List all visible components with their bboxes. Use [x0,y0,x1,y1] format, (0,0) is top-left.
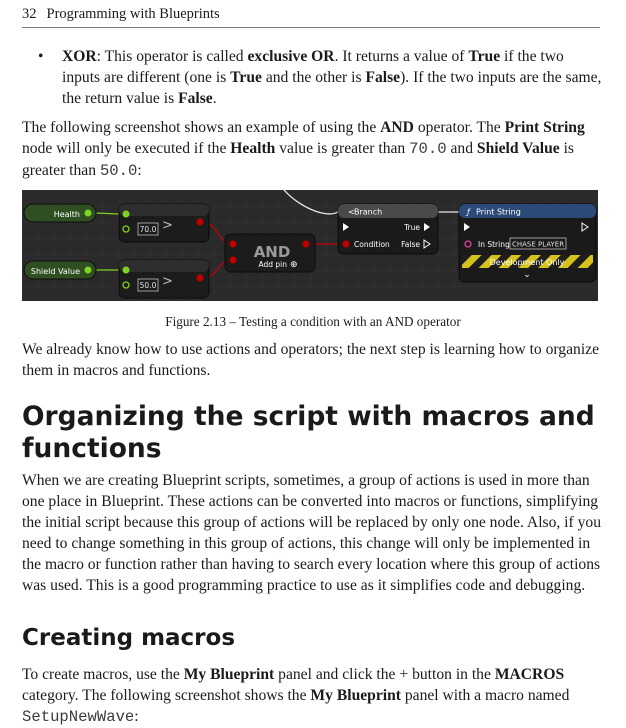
bold-term: Print String [504,119,585,136]
greater-node-shield[interactable] [119,260,209,298]
threshold-value: 70.0 [139,225,157,234]
text: : [137,162,142,179]
greater-node-health[interactable] [119,204,209,242]
paragraph-and-example [22,117,602,182]
text: The following screenshot shows an example of using the [22,119,381,136]
branch-icon: < [348,207,355,217]
text: ). If the two inputs are the same, the return value is [62,69,602,107]
bool-pin[interactable] [343,241,350,248]
branch-true-label: True [404,223,420,232]
bold-term: Shield Value [476,140,560,157]
bold-term: False [365,69,401,86]
figure-caption: Figure 2.13 – Testing a condition with an AND operator [165,314,461,329]
add-pin-icon[interactable]: ⊕ [290,260,298,270]
in-string-value: CHASE PLAYER [511,240,565,249]
chevron-down-icon[interactable]: ⌄ [523,270,531,280]
branch-title: Branch [354,207,383,217]
print-string-title: Print String [476,207,521,217]
text: category. The following screenshot shows the [22,687,311,704]
blueprint-graph [22,190,598,301]
branch-condition-label: Condition [354,240,390,249]
text: and the other is [261,69,366,86]
bullet-marker: • [38,48,44,65]
text: : This operator is called [96,48,248,65]
and-title: AND [253,243,291,261]
bold-term: MACROS [494,666,565,683]
health-label: Health [53,210,80,219]
bold-term: True [230,69,262,86]
text: value is greater than [275,140,410,157]
development-only-label: Development Only [489,258,565,267]
branch-node[interactable] [338,204,438,254]
float-pin[interactable] [123,267,130,274]
health-variable-node[interactable] [24,204,96,222]
bool-pin[interactable] [197,275,204,282]
bold-term: False [178,90,213,107]
paragraph-create-macros [22,664,602,728]
bool-pin[interactable] [230,257,237,264]
text: : [134,708,139,725]
text: operator. The [413,119,505,136]
paragraph-macros-functions: When we are creating Blueprint scripts, sometimes, a group of actions is used in more than one place in Blueprint. These actions can be converted into macros or functions, simplifying the initial script because this group of actions will be replaced by only one node. Also, if you need to change something in this group of actions, this change will only be implemented in the macro or function rather than having to search every location where this group of actions was used. This is a good programming practice to use as it simplifies code and debugging. [22,472,602,594]
text: node will only be executed if the [22,140,231,157]
bold-term: My Blueprint [183,666,275,683]
bold-term: Health [230,140,276,157]
blueprint-figure [22,190,598,301]
function-icon: ƒ [467,207,470,217]
text: panel with a macro named [400,687,570,704]
paragraph-intro-macros: We already know how to use actions and operators; the next step is learning how to organize them in macros and functions. [22,341,599,379]
float-pin[interactable] [85,267,92,274]
text: if the two inputs are different (one is [62,48,564,86]
code-value: 70.0 [409,140,447,158]
bold-term: AND [380,119,414,136]
section-heading: Organizing the script with macros and functions [22,401,595,464]
page-header [22,5,600,28]
shield-label: Shield Value [30,267,80,276]
branch-false-label: False [401,240,420,249]
greater-symbol: > [162,274,173,289]
running-title: Programming with Blueprints [46,6,220,22]
term-xor: XOR [62,48,97,65]
bold-term: exclusive OR [247,48,335,65]
page-number: 32 [22,6,37,22]
and-node[interactable] [225,234,315,272]
code-value: SetupNewWave [22,708,135,726]
float-pin[interactable] [85,210,92,217]
text: To create macros, use the [22,666,184,683]
shield-variable-node[interactable] [24,261,96,279]
bold-term: My Blueprint [310,687,401,704]
text: panel and click the + button in the [274,666,495,683]
bool-pin[interactable] [303,241,310,248]
text: . It returns a value of [334,48,469,65]
text: is greater than [22,140,574,179]
bool-pin[interactable] [230,241,237,248]
code-value: 50.0 [99,162,138,180]
in-string-label: In String [478,240,510,249]
bullet-text [62,46,602,109]
greater-symbol: > [162,218,173,233]
threshold-value: 50.0 [139,281,157,290]
text: . [212,90,217,107]
add-pin-label[interactable]: Add pin [258,260,287,269]
bold-term: True [468,48,501,65]
float-pin[interactable] [123,211,130,218]
subsection-heading: Creating macros [22,625,236,651]
print-string-node[interactable] [459,204,596,282]
bool-pin[interactable] [197,219,204,226]
text: and [446,140,477,157]
